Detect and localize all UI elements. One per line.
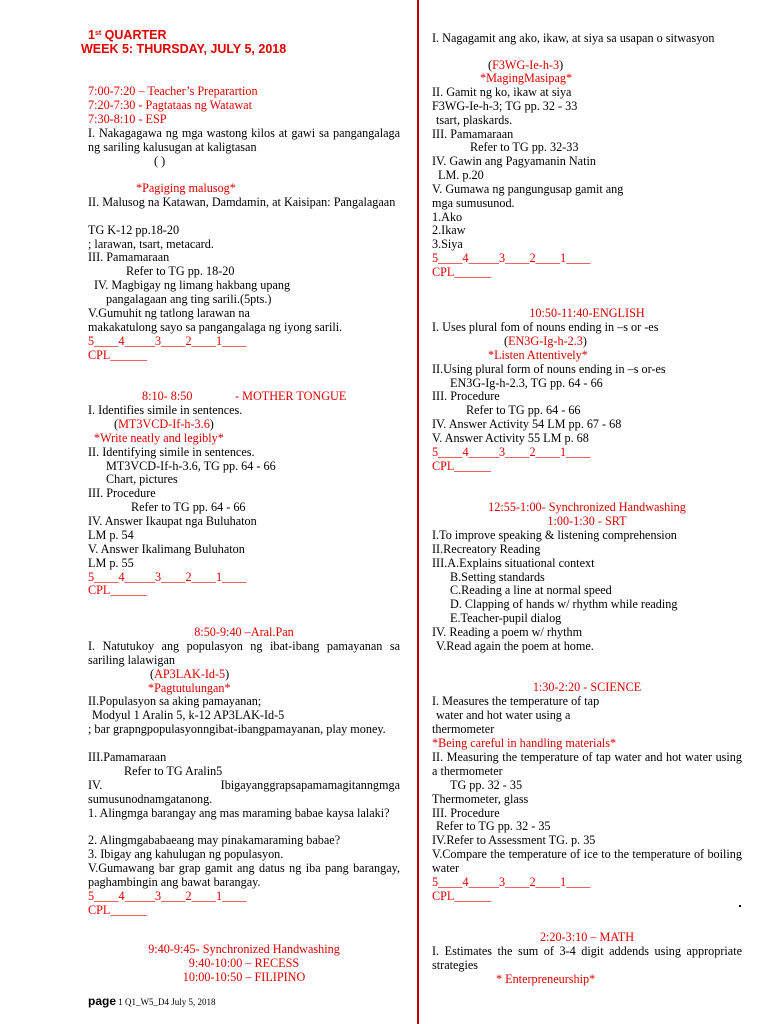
fil-procedure: III. Pamamaraan xyxy=(432,127,514,141)
ap-question-3: 3. Ibigay ang kahulugan ng populasyon. xyxy=(88,847,284,861)
srt-objective: I.To improve speaking & listening comprehension xyxy=(432,528,677,542)
ap-procedure: III.Pamamaraan xyxy=(88,750,167,764)
fil-procedure-ref: Refer to TG pp. 32-33 xyxy=(470,140,579,154)
sci-content: II. Measuring the temperature of tap water and hot water using a thermometer xyxy=(432,750,742,778)
sci-score-line: 5____4_____3____2____1____ xyxy=(432,875,591,889)
srt-step-c: C.Reading a line at normal speed xyxy=(450,583,612,597)
column-divider xyxy=(417,0,419,1024)
ap-heading: 8:50-9:40 –Aral.Pan xyxy=(194,625,294,639)
time-recess: 9:40-10:00 – RECESS xyxy=(188,956,300,970)
sci-activity-v: V.Compare the temperature of ice to the temperature of boiling water xyxy=(432,847,742,875)
eng-objective: I. Uses plural fom of nouns ending in –s or -es xyxy=(432,320,659,334)
srt-step-d: D. Clapping of hands w/ rhythm while reading xyxy=(450,597,678,611)
fil-reference: F3WG-Ie-h-3; TG pp. 32 - 33 xyxy=(432,99,578,113)
footer-text: 1 Q1_W5_D4 July 5, 2018 xyxy=(116,997,216,1007)
esp-activity-v-cont: makakatulong sayo sa pangangalaga ng iyong sarili. xyxy=(88,320,343,334)
page-footer xyxy=(88,994,216,1008)
mt-procedure: III. Procedure xyxy=(88,486,156,500)
ap-cpl: CPL______ xyxy=(88,903,147,917)
stray-mark xyxy=(739,905,741,907)
srt-content: II.Recreatory Reading xyxy=(432,542,541,556)
ap-materials: ; bar grapngpopulasyonngibat-ibangpamayanan, play money. xyxy=(88,722,386,736)
fil-item-2: 2.Ikaw xyxy=(432,223,466,237)
srt-activity-v: V.Read again the poem at home. xyxy=(436,639,594,653)
eng-heading: 10:50-11:40-ENGLISH xyxy=(529,306,645,320)
mt-reference: MT3VCD-If-h-3.6, TG pp. 64 - 66 xyxy=(106,459,276,473)
ap-code: (AP3LAK-Id-5) xyxy=(150,667,230,681)
ap-question-1: 1. Alingmga barangay ang mas maraming babae kaysa lalaki? xyxy=(88,806,390,820)
sci-materials: Thermometer, glass xyxy=(432,792,529,806)
fil-activity-v: V. Gumawa ng pangungusap gamit ang xyxy=(432,182,624,196)
sci-procedure-ref: Refer to TG pp. 32 - 35 xyxy=(436,819,551,833)
ap-question-2: 2. Alingmgababaeang may pinakamaraming babae? xyxy=(88,833,341,847)
time-esp: 7:30-8:10 - ESP xyxy=(88,112,167,126)
ap-activity-iv: IV. Ibigayanggrapsapamamagitanngmga sumusunodnamgatanong. xyxy=(88,778,400,806)
fil-materials: tsart, plaskards. xyxy=(436,113,513,127)
fil-code: (F3WG-Ie-h-3) xyxy=(488,58,564,72)
fil-value: *MagingMasipag* xyxy=(480,71,573,85)
eng-procedure: III. Procedure xyxy=(432,389,500,403)
ap-activity-v: V.Gumawang bar grap gamit ang datus ng iba pang barangay, paghambingin ang bawat barangay. xyxy=(88,861,400,889)
sci-objective-cont-1: water and hot water using a xyxy=(436,708,571,722)
esp-code-paren: ( ) xyxy=(154,154,166,168)
mt-code: (MT3VCD-If-h-3.6) xyxy=(114,417,214,431)
quarter-label: 1st QUARTER xyxy=(88,28,167,42)
mt-time: 8:10- 8:50 xyxy=(142,389,193,403)
eng-reference: EN3G-Ig-h-2.3, TG pp. 64 - 66 xyxy=(450,376,603,390)
math-heading: 2:20-3:10 – MATH xyxy=(539,930,635,944)
fil-objective: I. Nagagamit ang ako, ikaw, at siya sa usapan o sitwasyon xyxy=(432,31,715,45)
fil-cpl: CPL______ xyxy=(432,265,491,279)
eng-content: II.Using plural form of nouns ending in –s or-es xyxy=(432,362,666,376)
srt-step-b: B.Setting standards xyxy=(450,570,545,584)
mt-activity-v-lm: LM p. 55 xyxy=(88,556,134,570)
mt-activity-iv-lm: LM p. 54 xyxy=(88,528,134,542)
ap-reference: Modyul 1 Aralin 5, k-12 AP3LAK-Id-5 xyxy=(92,708,285,722)
ap-objective: I. Natutukoy ang populasyon ng ibat-ibang pamayanan sa sariling lalawigan xyxy=(88,639,400,667)
sci-objective-cont-2: thermometer xyxy=(432,722,495,736)
mt-value: *Write neatly and legibly* xyxy=(94,431,224,445)
mt-subject: - MOTHER TONGUE xyxy=(235,389,347,403)
fil-content: II. Gamit ng ko, ikaw at siya xyxy=(432,85,572,99)
mt-score-line: 5____4_____3____2____1____ xyxy=(88,570,247,584)
sci-activity-iv: IV.Refer to Assessment TG. p. 35 xyxy=(432,833,596,847)
sci-cpl: CPL______ xyxy=(432,889,491,903)
mt-activity-v: V. Answer Ikalimang Buluhaton xyxy=(88,542,245,556)
fil-item-1: 1.Ako xyxy=(432,210,463,224)
eng-code: (EN3G-Ig-h-2.3) xyxy=(504,334,587,348)
ap-score-line: 5____4_____3____2____1____ xyxy=(88,889,247,903)
eng-cpl: CPL______ xyxy=(432,459,491,473)
sci-reference: TG pp. 32 - 35 xyxy=(450,778,523,792)
ap-content: II.Populasyon sa aking pamayanan; xyxy=(88,694,262,708)
esp-value: *Pagiging malusog* xyxy=(136,181,236,195)
fil-activity-v-cont: mga sumusunod. xyxy=(432,196,515,210)
eng-activity-v: V. Answer Activity 55 LM p. 68 xyxy=(432,431,589,445)
ap-procedure-ref: Refer to TG Aralin5 xyxy=(124,764,223,778)
esp-activity-v: V.Gumuhit ng tatlong larawan na xyxy=(88,306,250,320)
esp-score-line: 5____4_____3____2____1____ xyxy=(88,334,247,348)
sci-objective: I. Measures the temperature of tap xyxy=(432,694,600,708)
math-value: * Enterpreneurship* xyxy=(496,972,596,986)
mt-activity-iv: IV. Answer Ikaupat nga Buluhaton xyxy=(88,514,257,528)
esp-content: II. Malusog na Katawan, Damdamin, at Kaisipan: Pangalagaan xyxy=(88,195,396,209)
time-teacher-prep: 7:00-7:20 – Teacher’s Preparartion xyxy=(88,84,258,98)
esp-procedure: III. Pamamaraan xyxy=(88,250,170,264)
time-flag-ceremony: 7:20-7:30 - Pagtataas ng Watawat xyxy=(88,98,252,112)
math-objective: I. Estimates the sum of 3-4 digit addends using appropriate strategies xyxy=(432,944,742,972)
mt-materials: Chart, pictures xyxy=(106,472,178,486)
sci-procedure: III. Procedure xyxy=(432,806,500,820)
mt-content: II. Identifying simile in sentences. xyxy=(88,445,255,459)
mt-objective: I. Identifies simile in sentences. xyxy=(88,403,243,417)
eng-value: *Listen Attentively* xyxy=(488,348,588,362)
mt-procedure-ref: Refer to TG pp. 64 - 66 xyxy=(131,500,246,514)
fil-activity-iv-lm: LM. p.20 xyxy=(438,168,484,182)
footer-page-label: page xyxy=(88,994,117,1008)
esp-materials: ; larawan, tsart, metacard. xyxy=(88,237,214,251)
time-handwashing: 9:40-9:45- Synchronized Handwashing xyxy=(148,942,340,956)
fil-item-3: 3.Siya xyxy=(432,237,463,251)
time-srt: 1:00-1:30 - SRT xyxy=(547,514,627,528)
srt-activity-iv: IV. Reading a poem w/ rhythm xyxy=(432,625,583,639)
eng-activity-iv: IV. Answer Activity 54 LM pp. 67 - 68 xyxy=(432,417,622,431)
time-filipino: 10:00-10:50 – FILIPINO xyxy=(182,970,306,984)
sci-value: *Being careful in handling materials* xyxy=(432,736,617,750)
fil-activity-iv: IV. Gawin ang Pagyamanin Natin xyxy=(432,154,596,168)
esp-procedure-ref: Refer to TG pp. 18-20 xyxy=(126,264,235,278)
srt-step-a: III.A.Explains situational context xyxy=(432,556,595,570)
ap-value: *Pagtutulungan* xyxy=(148,681,231,695)
sci-heading: 1:30-2:20 - SCIENCE xyxy=(532,680,642,694)
mt-cpl: CPL______ xyxy=(88,583,147,597)
esp-cpl: CPL______ xyxy=(88,348,147,362)
esp-reference: TG K-12 pp.18-20 xyxy=(88,223,180,237)
eng-score-line: 5____4_____3____2____1____ xyxy=(432,445,591,459)
esp-activity-iv: IV. Magbigay ng limang hakbang upang xyxy=(94,278,291,292)
fil-score-line: 5____4_____3____2____1____ xyxy=(432,251,591,265)
eng-procedure-ref: Refer to TG pp. 64 - 66 xyxy=(466,403,581,417)
srt-step-e: E.Teacher-pupil dialog xyxy=(450,611,562,625)
week-title: WEEK 5: THURSDAY, JULY 5, 2018 xyxy=(81,42,287,56)
esp-activity-iv-cont: pangalagaan ang ting sarili.(5pts.) xyxy=(106,292,272,306)
time-pm-handwashing: 12:55-1:00- Synchronized Handwashing xyxy=(488,500,686,514)
esp-objective: I. Nakagagawa ng mga wastong kilos at gawi sa pangangalaga ng sariling kalusugan at kaligtasan xyxy=(88,126,400,154)
